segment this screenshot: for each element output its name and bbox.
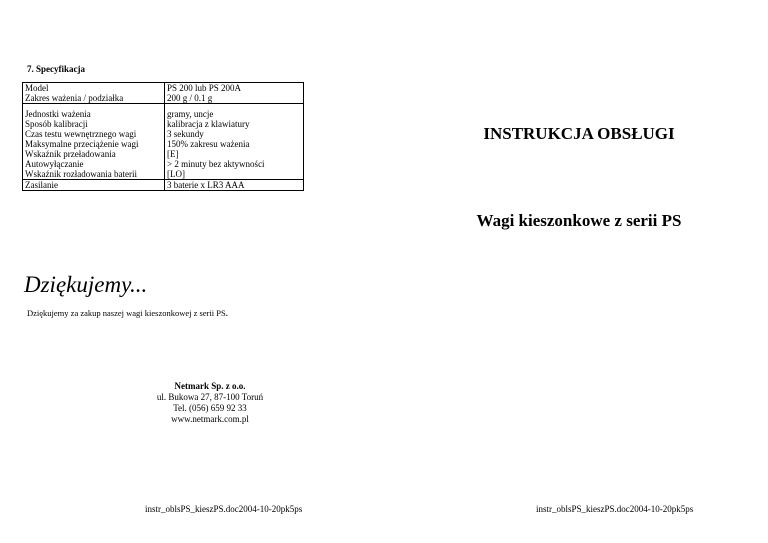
spec-value: [LO] bbox=[167, 169, 185, 179]
spec-value: PS 200 lub PS 200A bbox=[167, 83, 242, 93]
spec-label: Wskaźnik rozładowania baterii bbox=[25, 169, 137, 179]
spec-value-power: 3 baterie x LR3 AAA bbox=[165, 180, 304, 191]
spec-value: 150% zakresu ważenia bbox=[167, 139, 250, 149]
thanks-heading: Dziękujemy... bbox=[24, 272, 148, 297]
company-address: ul. Bukowa 27, 87-100 Toruń bbox=[156, 392, 264, 402]
spec-value: 3 sekundy bbox=[167, 129, 204, 139]
spec-value: > 2 minuty bez aktywności bbox=[167, 159, 265, 169]
spec-table bbox=[22, 82, 304, 191]
company-name: Netmark Sp. z o.o. bbox=[174, 381, 246, 391]
spec-value: kalibracja z klawiatury bbox=[167, 119, 250, 129]
spec-value: gramy, uncje bbox=[167, 109, 214, 119]
spec-label: Jednostki ważenia bbox=[25, 109, 91, 119]
spec-label: Autowyłączanie bbox=[25, 159, 84, 169]
spec-label-power: Zasilanie bbox=[23, 180, 165, 191]
spec-label: Czas testu wewnętrznego wagi bbox=[25, 129, 137, 139]
footer-right: instr_oblsPS_kieszPS.doc2004-10-20pk5ps bbox=[536, 504, 694, 514]
company-website: www.netmark.com.pl bbox=[171, 414, 249, 424]
company-block bbox=[120, 381, 300, 425]
table-row bbox=[23, 180, 304, 191]
spec-label: Model bbox=[25, 83, 49, 93]
thanks-text: Dziękujemy za zakup naszej wagi kieszonkowej z serii PS bbox=[27, 308, 226, 318]
spec-values-1 bbox=[165, 83, 304, 104]
table-row bbox=[23, 104, 304, 180]
spec-values-2 bbox=[165, 104, 304, 180]
document-title: INSTRUKCJA OBSŁUGI bbox=[483, 124, 675, 143]
footer-left: instr_oblsPS_kieszPS.doc2004-10-20pk5ps bbox=[145, 504, 303, 514]
section-heading: 7. Specyfikacja bbox=[27, 64, 85, 74]
table-row bbox=[23, 83, 304, 104]
thanks-paragraph bbox=[27, 308, 228, 318]
spec-label: Wskaźnik przeładowania bbox=[25, 149, 116, 159]
spec-label: Sposób kalibracji bbox=[25, 119, 88, 129]
spec-label: Zakres ważenia / podziałka bbox=[25, 93, 124, 103]
spec-value: [E] bbox=[167, 149, 179, 159]
spec-value: 200 g / 0.1 g bbox=[167, 93, 213, 103]
thanks-text-end: . bbox=[225, 308, 228, 318]
spec-labels-2 bbox=[23, 104, 165, 180]
spec-labels-1 bbox=[23, 83, 165, 104]
document-subtitle: Wagi kieszonkowe z serii PS bbox=[476, 211, 682, 230]
spec-label: Maksymalne przeciążenie wagi bbox=[25, 139, 139, 149]
company-phone: Tel. (056) 659 92 33 bbox=[173, 403, 247, 413]
